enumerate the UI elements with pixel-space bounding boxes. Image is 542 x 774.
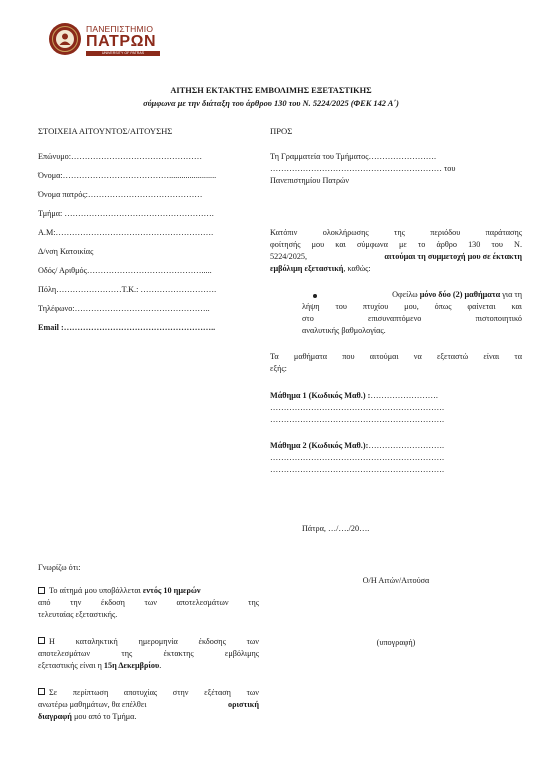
ack-3-text: Σε περίπτωση αποτυχίας στην εξέταση των (49, 688, 259, 697)
course-1-label: Μάθημα 1 (Κωδικός Μαθ.) : (270, 391, 371, 400)
intro-exam-bold: εμβόλιμη εξεταστική (270, 264, 344, 273)
ack-2-text: Η καταληκτική ημερομηνία έκδοσης των (49, 637, 259, 646)
ack-3-bold-2: διαγραφή (38, 712, 72, 721)
course-2-label: Μάθημα 2 (Κωδικός Μαθ.): (270, 441, 369, 450)
ack-checkbox-1[interactable] (38, 587, 45, 594)
ack-3-line3 (38, 712, 136, 722)
bullet-line2: λήψη του πτυχίου μου, όπως φαίνεται και (302, 302, 522, 311)
email-field[interactable]: Email :……………………………………………….. (38, 323, 216, 332)
street-number-field[interactable]: Οδός/ Αριθμός……………………………………..... (38, 266, 212, 275)
surname-field[interactable]: Επώνυμο:………………………………………… (38, 152, 203, 161)
intro-end: , καθώς: (343, 264, 371, 273)
city-postcode-field[interactable]: Πόλη……………………Τ.Κ.: ………………………. (38, 285, 217, 294)
course-1-code-dots: ……………………. (370, 391, 438, 400)
ack-2-line3 (38, 661, 161, 671)
ack-1-bold: εντός 10 ημερών (142, 586, 201, 595)
bullet-owe: Οφείλω (392, 290, 420, 299)
bullet-two-courses: μόνο δύο (2) μαθήματα (419, 290, 501, 299)
bullet-line3: στο επισυναπτόμενο πιστοποιητικό (302, 314, 522, 323)
recipient-of: του (441, 164, 456, 173)
intro-line2: φοίτησής μου και σύμφωνα με το άρθρο 130 του Ν. (270, 240, 522, 249)
ack-item-2 (38, 637, 259, 647)
phone-field[interactable]: Τηλέφωνο:………………………………………….. (38, 304, 210, 313)
courses-intro-line2: εξής: (270, 364, 287, 373)
ack-checkbox-2[interactable] (38, 637, 45, 644)
course-2-code-dots: ………………………. (368, 441, 445, 450)
course-1-field[interactable] (270, 391, 438, 401)
fathers-name-field[interactable]: Όνομα πατρός:…………………………………… (38, 190, 203, 199)
ack-2-line2: αποτελεσμάτων της έκτακτης εμβόλιμης (38, 649, 259, 658)
courses-intro-line1: Τα μαθήματα που αιτούμαι να εξεταστώ είναι τα (270, 352, 522, 361)
logo-text-line2: ΠΑΤΡΩΝ (86, 33, 157, 50)
intro-request-bold: αιτούμαι τη συμμετοχή μου σε έκτακτη (384, 252, 522, 261)
course-1-line3[interactable]: ………………………………………………………. (270, 415, 444, 424)
recipient-department-field[interactable] (270, 164, 455, 174)
ack-1-line2: από την έκδοση των αποτελεσμάτων της (38, 598, 259, 607)
ack-item-3 (38, 688, 259, 698)
intro-line1: Κατόπιν ολοκλήρωσης της περιόδου παράτασης (270, 228, 522, 237)
ack-3-line2-text: ανωτέρω μαθημάτων, θα επέλθει (38, 700, 147, 709)
university-seal-icon (48, 22, 82, 56)
logo-text-line3: UNIVERSITY OF PATRAS (86, 51, 160, 56)
ack-3-bold: οριστική (228, 700, 259, 709)
course-2-line2[interactable]: ………………………………………………………. (270, 453, 444, 462)
ack-2-deadline: 15η Δεκεμβρίου (103, 661, 160, 670)
ack-item-1 (38, 586, 200, 596)
logo-text-line1: ΠΑΝΕΠΙΣΤΗΜΙΟ (86, 24, 154, 34)
bullet-line4: αναλυτικής βαθμολογίας. (302, 326, 386, 335)
applicant-details-heading: ΣΤΟΙΧΕΙΑ ΑΙΤΟΥΝΤΟΣ/ΑΙΤΟΥΣΗΣ (38, 126, 173, 136)
department-field[interactable]: Τμήμα: ………………………………………………. (38, 209, 214, 218)
ack-1-line3: τελευταίας εξεταστικής. (38, 610, 118, 619)
form-subtitle: σύμφωνα με την διάταξη του άρθρου 130 του Ν. 5224/2025 (ΦΕΚ 142 Α΄) (143, 99, 399, 108)
student-id-field[interactable]: Α.Μ:…………………………………………………. (38, 228, 214, 237)
signature-label: (υπογραφή) (376, 638, 416, 647)
recipient-secretariat-field[interactable]: Τη Γραμματεία του Τμήματος……………………. (270, 152, 437, 161)
ack-3-line2 (38, 700, 259, 710)
course-1-line2[interactable]: ………………………………………………………. (270, 403, 444, 412)
intro-law-ref: 5224/2025, (270, 252, 308, 261)
ack-checkbox-3[interactable] (38, 688, 45, 695)
recipient-university: Πανεπιστημίου Πατρών (270, 176, 350, 185)
recipient-heading: ΠΡΟΣ (270, 126, 293, 136)
intro-line3 (270, 252, 522, 262)
bullet-line1 (302, 290, 522, 300)
place-date-field[interactable]: Πάτρα, …/…./20…. (302, 524, 370, 533)
ack-1-text: Το αίτημά μου υποβάλλεται (49, 586, 143, 595)
home-address-label: Δ/νση Κατοικίας (38, 247, 94, 256)
recipient-dots: ……………………………………………………… (270, 164, 442, 173)
acknowledgement-heading: Γνωρίζω ότι: (38, 563, 81, 572)
ack-2-line3-text: εξεταστικής είναι η (38, 661, 104, 670)
university-logo (48, 22, 158, 58)
firstname-field[interactable]: Όνομα:…………………………………....................... (38, 171, 217, 180)
ack-3-line3-text: μου από το Τμήμα. (71, 712, 137, 721)
course-2-field[interactable] (270, 441, 444, 451)
form-title: ΑΙΤΗΣΗ ΕΚΤΑΚΤΗΣ ΕΜΒΟΛΙΜΗΣ ΕΞΕΤΑΣΤΙΚΗΣ (170, 86, 372, 95)
course-2-line3[interactable]: ………………………………………………………. (270, 465, 444, 474)
applicant-label: Ο/Η Αιτών/Αιτούσα (362, 576, 430, 585)
ack-2-line3-end: . (159, 661, 162, 670)
bullet-line1-end: για τη (500, 290, 522, 299)
intro-line4 (270, 264, 371, 274)
